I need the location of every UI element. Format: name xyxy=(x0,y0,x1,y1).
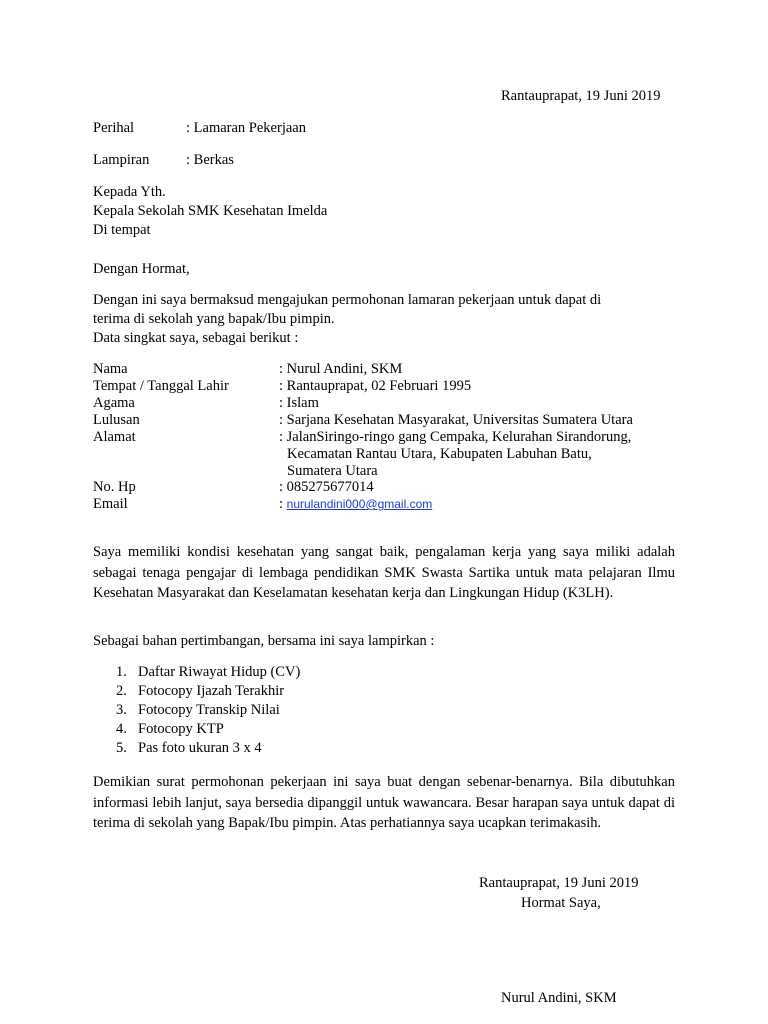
data-label-nama: Nama xyxy=(93,361,128,377)
perihal-value: : Lamaran Pekerjaan xyxy=(186,120,306,136)
data-label-hp: No. Hp xyxy=(93,479,136,495)
data-label-ttl: Tempat / Tanggal Lahir xyxy=(93,378,229,394)
lampiran-value: : Berkas xyxy=(186,152,234,168)
data-value-alamat-1: : JalanSiringo-ringo gang Cempaka, Kelurahan Sirandorung, xyxy=(279,429,632,445)
attachment-number: 3. xyxy=(116,702,127,718)
recipient-line-2: Kepala Sekolah SMK Kesehatan Imelda xyxy=(93,203,328,219)
letter-date-top: Rantauprapat, 19 Juni 2019 xyxy=(501,88,661,104)
data-value-email-row xyxy=(279,496,432,513)
paragraph-experience: Saya memiliki kondisi kesehatan yang sangat baik, pengalaman kerja yang saya miliki adalah sebagai tenaga pengajar di lembaga pendidikan SMK Swasta Sartika untuk mata pelajaran Ilmu Kesehatan Masyarakat dan Keselamatan kesehatan kerja dan Lingkungan Hidup (K3LH). xyxy=(93,544,675,601)
attachment-number: 1. xyxy=(116,664,127,680)
attachments-intro: Sebagai bahan pertimbangan, bersama ini saya lampirkan : xyxy=(93,633,435,649)
data-label-lulusan: Lulusan xyxy=(93,412,140,428)
regards: Hormat Saya, xyxy=(521,895,601,911)
perihal-label: Perihal xyxy=(93,120,135,136)
intro-line-1: Dengan ini saya bermaksud mengajukan permohonan lamaran pekerjaan untuk dapat di xyxy=(93,292,602,308)
data-label-alamat: Alamat xyxy=(93,429,136,445)
attachment-item: Fotocopy Ijazah Terakhir xyxy=(138,683,285,699)
closing-paragraph: Demikian surat permohonan pekerjaan ini saya buat dengan sebenar-benarnya. Bila dibutuhkan informasi lebih lanjut, saya bersedia dipanggil untuk wawancara. Besar harapan saya untuk dapat di terima di sekolah yang Bapak/Ibu pimpin. Atas perhatiannya saya ucapkan terimakasih. xyxy=(93,774,675,831)
email-link[interactable]: nurulandini000@gmail.com xyxy=(286,497,433,511)
recipient-line-3: Di tempat xyxy=(93,222,151,238)
attachment-number: 4. xyxy=(116,721,127,737)
signature-name: Nurul Andini, SKM xyxy=(501,990,617,1006)
attachment-number: 5. xyxy=(116,740,127,756)
data-value-agama: : Islam xyxy=(279,395,319,411)
data-label-agama: Agama xyxy=(93,395,135,411)
attachment-item: Fotocopy Transkip Nilai xyxy=(138,702,280,718)
data-label-email: Email xyxy=(93,496,128,512)
data-value-ttl: : Rantauprapat, 02 Februari 1995 xyxy=(279,378,472,394)
email-colon: : xyxy=(279,496,284,512)
intro-line-2: terima di sekolah yang bapak/Ibu pimpin. xyxy=(93,311,335,327)
lampiran-label: Lampiran xyxy=(93,152,150,168)
attachment-number: 2. xyxy=(116,683,127,699)
recipient-line-1: Kepada Yth. xyxy=(93,184,166,200)
letter-date-bottom: Rantauprapat, 19 Juni 2019 xyxy=(479,875,639,891)
attachment-item: Fotocopy KTP xyxy=(138,721,224,737)
greeting: Dengan Hormat, xyxy=(93,261,190,277)
attachment-item: Daftar Riwayat Hidup (CV) xyxy=(138,664,301,680)
intro-line-3: Data singkat saya, sebagai berikut : xyxy=(93,330,299,346)
data-value-alamat-3: Sumatera Utara xyxy=(287,463,378,479)
data-value-hp: : 085275677014 xyxy=(279,479,374,495)
attachment-item: Pas foto ukuran 3 x 4 xyxy=(138,740,262,756)
data-value-alamat-2: Kecamatan Rantau Utara, Kabupaten Labuhan Batu, xyxy=(287,446,592,462)
data-value-lulusan: : Sarjana Kesehatan Masyarakat, Universitas Sumatera Utara xyxy=(279,412,633,428)
data-value-nama: : Nurul Andini, SKM xyxy=(279,361,403,377)
